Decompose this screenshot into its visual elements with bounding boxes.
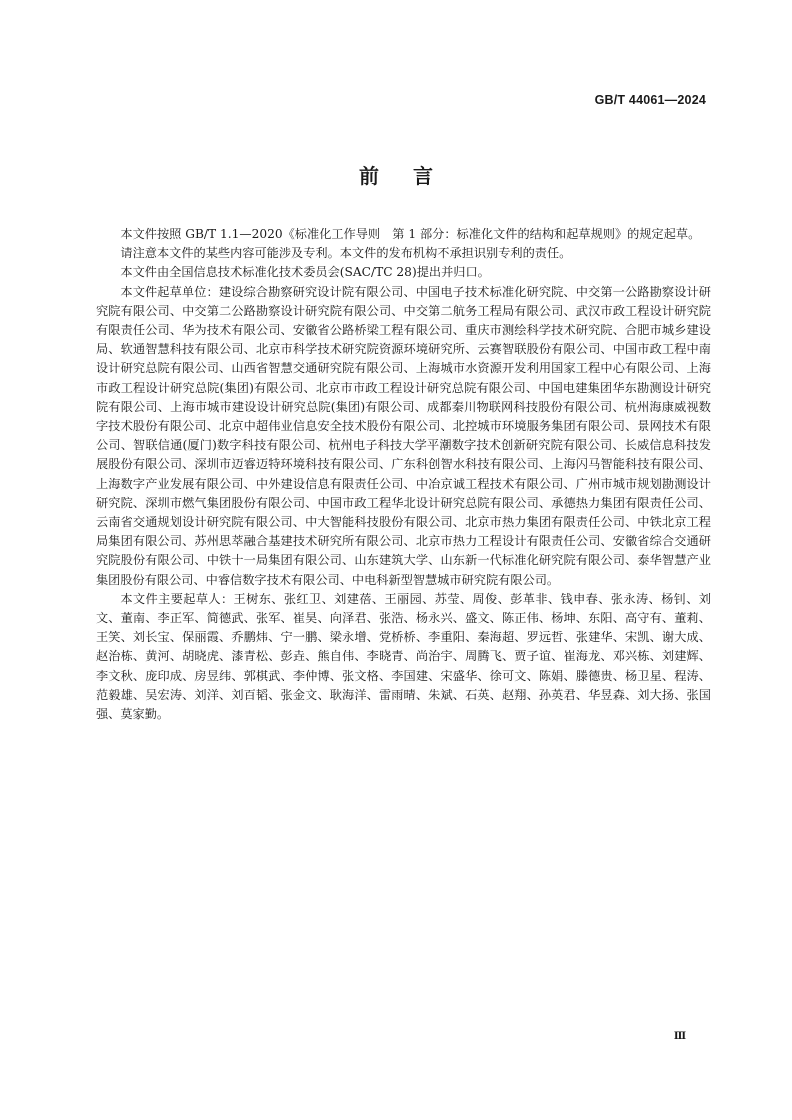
- paragraph-main-drafters: 本文件主要起草人：王树东、张红卫、刘建蓓、王丽园、苏莹、周俊、彭革非、钱申春、张永涛、杨钊、刘文、董南、李正军、简德武、张军、崔昊、向泽君、张浩、杨永兴、盛文、陈正伟、杨坤、东阳、高守有、董莉、王笑、刘长宝、保丽霞、乔鹏炜、宁一鹏、梁永增、党桥桥、李重阳、秦海超、罗远哲、张建华、宋凯、谢大成、赵治栋、黄河、胡晓虎、漆青松、彭垚、熊自伟、李晓青、尚治宇、周腾飞、贾子谊、崔海龙、邓兴栋、刘建辉、李文秋、庞印成、房昱纬、郭棋武、李仲博、张文格、李国建、宋盛华、徐可文、陈娟、滕德贵、杨卫星、程涛、范毅雄、吴宏涛、刘洋、刘百韬、张金文、耿海洋、雷雨晴、朱斌、石英、赵翔、孙英君、华昱森、刘大扬、张国强、莫家勤。: [96, 591, 711, 722]
- paragraph-patent-notice: 请注意本文件的某些内容可能涉及专利。本文件的发布机构不承担识别专利的责任。: [120, 246, 572, 261]
- standard-code: GB/T 44061—2024: [594, 93, 706, 107]
- paragraph-drafting-rules: 本文件按照 GB/T 1.1—2020《标准化工作导则 第 1 部分：标准化文件的结构和起草规则》的规定起草。: [120, 227, 701, 241]
- paragraph-drafting-units: 本文件起草单位：建设综合勘察研究设计院有限公司、中国电子技术标准化研究院、中交第一公路勘察设计研究院有限公司、中交第二公路勘察设计研究院有限公司、中交第二航务工程局有限公司、武汉市政工程设计研究院有限责任公司、华为技术有限公司、安徽省公路桥梁工程有限公司、重庆市测绘科学技术研究院、合肥市城乡建设局、软通智慧科技有限公司、北京市科学技术研究院资源环境研究所、云赛智联股份有限公司、中国市政工程中南设计研究总院有限公司、山西省智慧交通研究院有限公司、上海城市水资源开发利用国家工程中心有限公司、上海市政工程设计研究总院(集团)有限公司、北京市市政工程设计研究总院有限公司、中国电建集团华东勘测设计研究院有限公司、上海市城市建设设计研究总院(集团)有限公司、成都秦川物联网科技股份有限公司、杭州海康威视数字技术股份有限公司、北京中超伟业信息安全技术股份有限公司、北控城市环境服务集团有限公司、景网技术有限公司、智联信通(厦门)数字科技有限公司、杭州电子科技大学平潮数字技术创新研究院有限公司、长威信息科技发展股份有限公司、深圳市迈睿迈特环境科技有限公司、广东科创智水科技有限公司、上海闪马智能科技有限公司、上海数字产业发展有限公司、中外建设信息有限责任公司、中冶京诚工程技术有限公司、广州市城市规划勘测设计研究院、深圳市燃气集团股份有限公司、中国市政工程华北设计研究总院有限公司、承德热力集团有限责任公司、云南省交通规划设计研究院有限公司、中大智能科技股份有限公司、北京市热力集团有限责任公司、中铁北京工程局集团有限公司、苏州思萃融合基建技术研究所有限公司、北京市热力工程设计有限责任公司、安徽省综合交通研究院股份有限公司、中铁十一局集团有限公司、山东建筑大学、山东新一代标准化研究院有限公司、泰华智慧产业集团股份有限公司、中睿信数字技术有限公司、中电科新型智慧城市研究院有限公司。: [96, 284, 711, 587]
- paragraph-proposer: 本文件由全国信息技术标准化技术委员会(SAC/TC 28)提出并归口。: [120, 265, 490, 280]
- foreword-body: [96, 225, 711, 724]
- page-number: Ⅲ: [673, 1031, 686, 1042]
- page-title: 前言: [359, 164, 467, 188]
